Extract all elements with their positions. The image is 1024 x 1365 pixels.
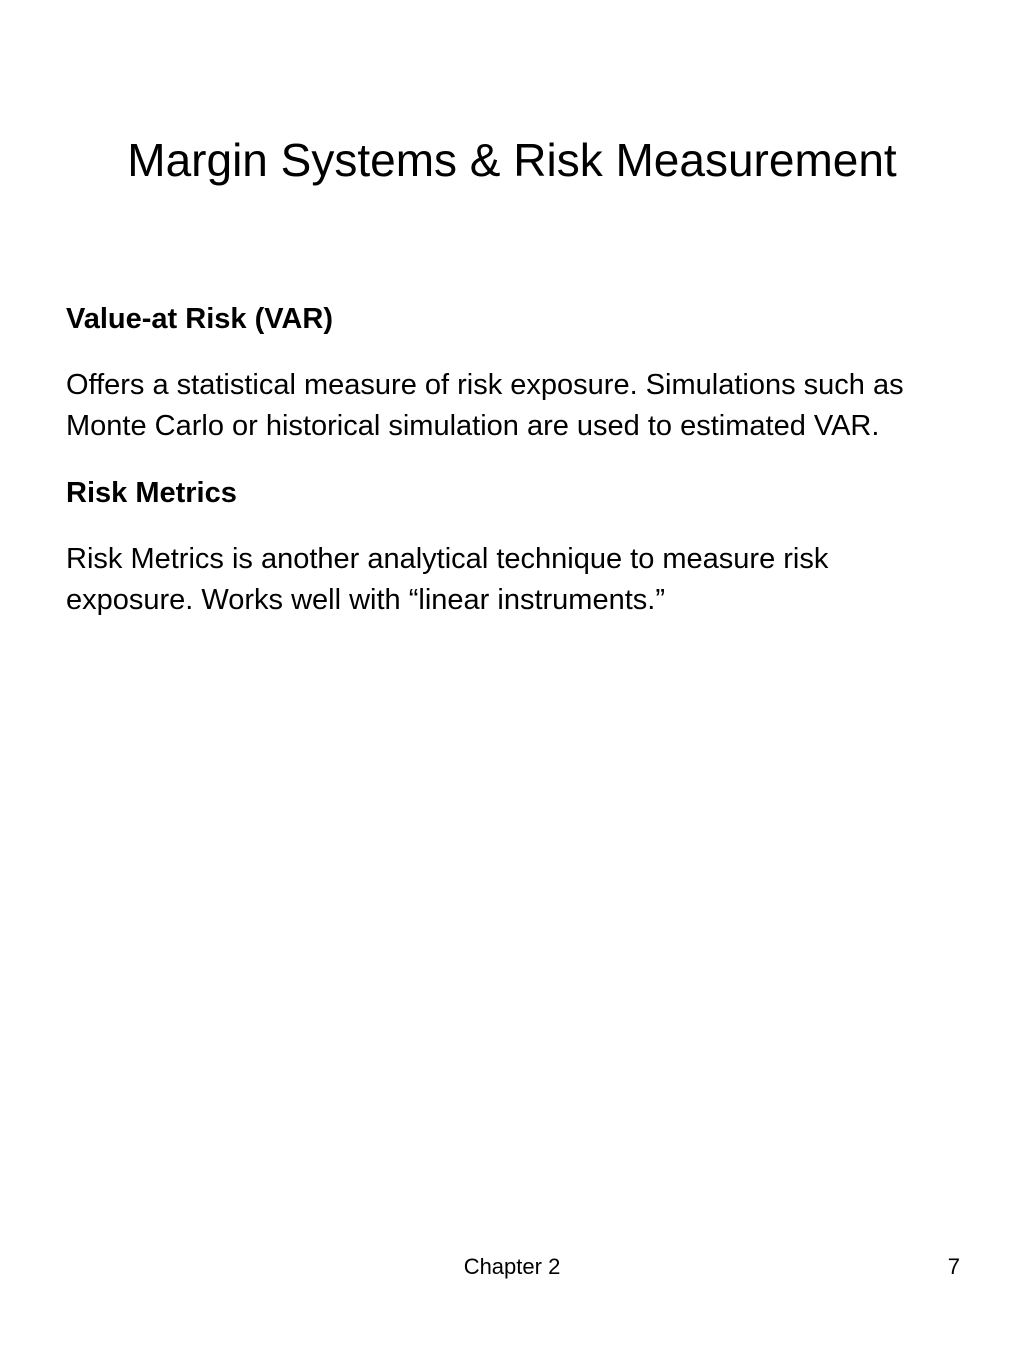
section-var [66,297,946,447]
page-number: 7 [947,1254,960,1279]
section-risk-metrics [66,471,946,621]
section-heading-risk-metrics: Risk Metrics [66,477,237,509]
slide-content [66,297,946,645]
section-heading-var: Value-at Risk (VAR) [66,303,333,335]
slide-title: Margin Systems & Risk Measurement [127,134,897,186]
section-body-risk-metrics: Risk Metrics is another analytical technique to measure risk exposure. Works well with “linear instruments.” [66,543,829,616]
footer-chapter: Chapter 2 [463,1254,561,1279]
section-body-var: Offers a statistical measure of risk exposure. Simulations such as Monte Carlo or historical simulation are used to estimated VAR. [66,369,904,442]
